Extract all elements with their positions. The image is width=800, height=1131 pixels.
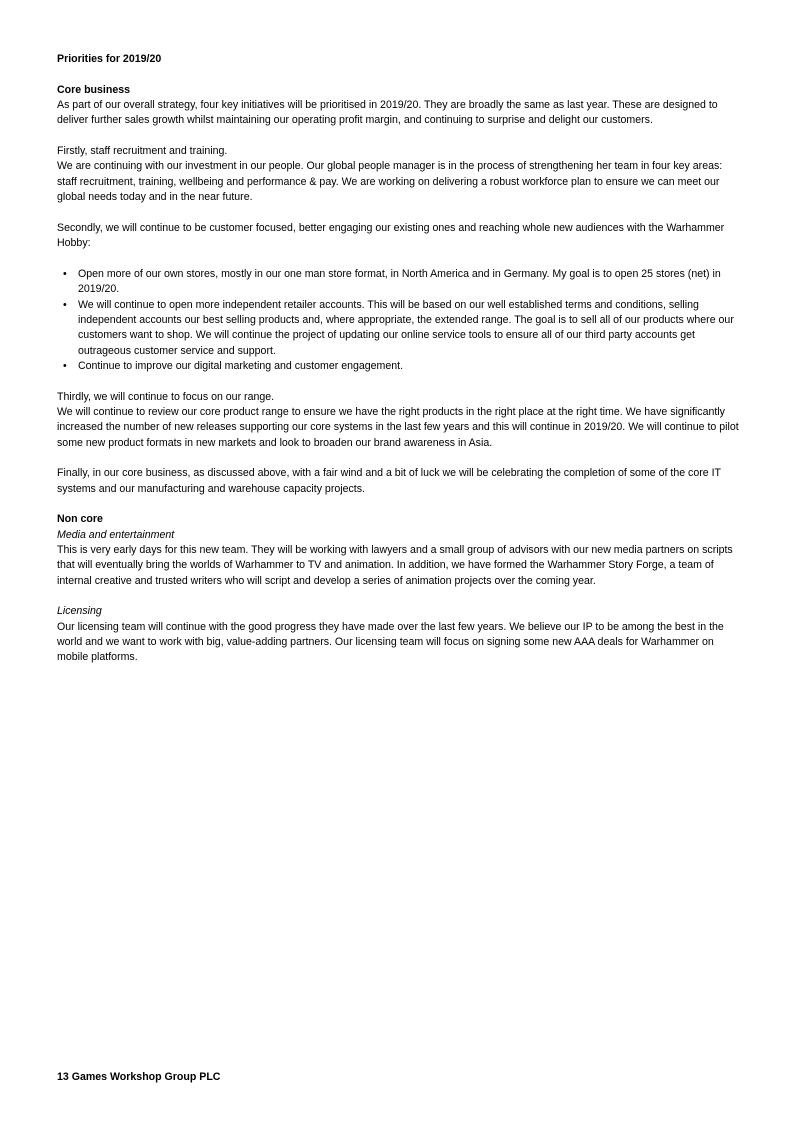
para-thirdly-body: We will continue to review our core product range to ensure we have the right products in the right place at the right time. We have significantly increased the number of new releases supporting our core systems in the last few years and this will continue in 2019/20. We will continue to pilot some new product formats in new markets and look to broaden our brand awareness in Asia.	[57, 405, 739, 449]
bullet-text-digital: Continue to improve our digital marketing and customer engagement.	[78, 359, 404, 372]
list-item	[57, 267, 741, 298]
para-core-intro: As part of our overall strategy, four key initiatives will be prioritised in 2019/20. They are broadly the same as last year. These are designed to deliver further sales growth whilst maintaining our operating profit margin, and continuing to surprise and delight our customers.	[57, 99, 718, 127]
para-thirdly-lead: Thirdly, we will continue to focus on our range.	[57, 390, 275, 403]
heading-non-core: Non core	[57, 513, 103, 526]
document-content	[57, 52, 741, 666]
heading-core-business: Core business	[57, 83, 131, 96]
bullet-text-stores: Open more of our own stores, mostly in our one man store format, in North America and in Germany. My goal is to open 25 stores (net) in 2019/20.	[78, 267, 721, 296]
para-firstly-lead: Firstly, staff recruitment and training.	[57, 145, 228, 158]
bullet-icon: •	[63, 359, 67, 372]
para-firstly-body: We are continuing with our investment in our people. Our global people manager is in the process of strengthening her team in four key areas: staff recruitment, training, wellbeing and performance & pay. We are working on delivering a robust workforce plan to ensure we can meet our global needs today and in the near future.	[57, 160, 723, 204]
para-secondly: Secondly, we will continue to be customer focused, better engaging our existing ones and reaching whole new audiences with the Warhammer Hobby:	[57, 221, 725, 250]
para-media-body: This is very early days for this new team. They will be working with lawyers and a small group of advisors with our new media partners on scripts that will eventually bring the worlds of Warhammer to TV and animation. In addition, we have formed the Warhammer Story Forge, a team of internal creative and trusted writers who will script and develop a series of animation projects over the coming year.	[57, 544, 733, 587]
heading-media-entertainment: Media and entertainment	[57, 528, 175, 541]
bullet-text-retailers: We will continue to open more independent retailer accounts. This will be based on our well established terms and conditions, selling independent accounts our best selling products and, where appropriate, the extended range. The goal is to sell all of our products where our customers want to shop. We will continue the project of updating our online service tools to ensure all of our third party accounts get outrageous customer service and support.	[78, 298, 734, 357]
page-title: Priorities for 2019/20	[57, 53, 162, 65]
bullet-icon: •	[63, 298, 67, 311]
list-item	[57, 298, 741, 359]
para-licensing-body: Our licensing team will continue with the good progress they have made over the last few years. We believe our IP to be among the best in the world and we want to work with big, value-adding partners. Our licensing team will focus on signing some new AAA deals for Warhammer on mobile platforms.	[57, 620, 724, 664]
para-finally: Finally, in our core business, as discussed above, with a fair wind and a bit of luck we will be celebrating the completion of some of the core IT systems and our manufacturing and warehouse capacity projects.	[57, 467, 721, 495]
bullet-list	[57, 267, 741, 374]
bullet-icon: •	[63, 267, 67, 280]
page-footer: 13 Games Workshop Group PLC	[57, 1071, 221, 1083]
heading-licensing: Licensing	[57, 605, 102, 618]
list-item	[57, 359, 741, 374]
